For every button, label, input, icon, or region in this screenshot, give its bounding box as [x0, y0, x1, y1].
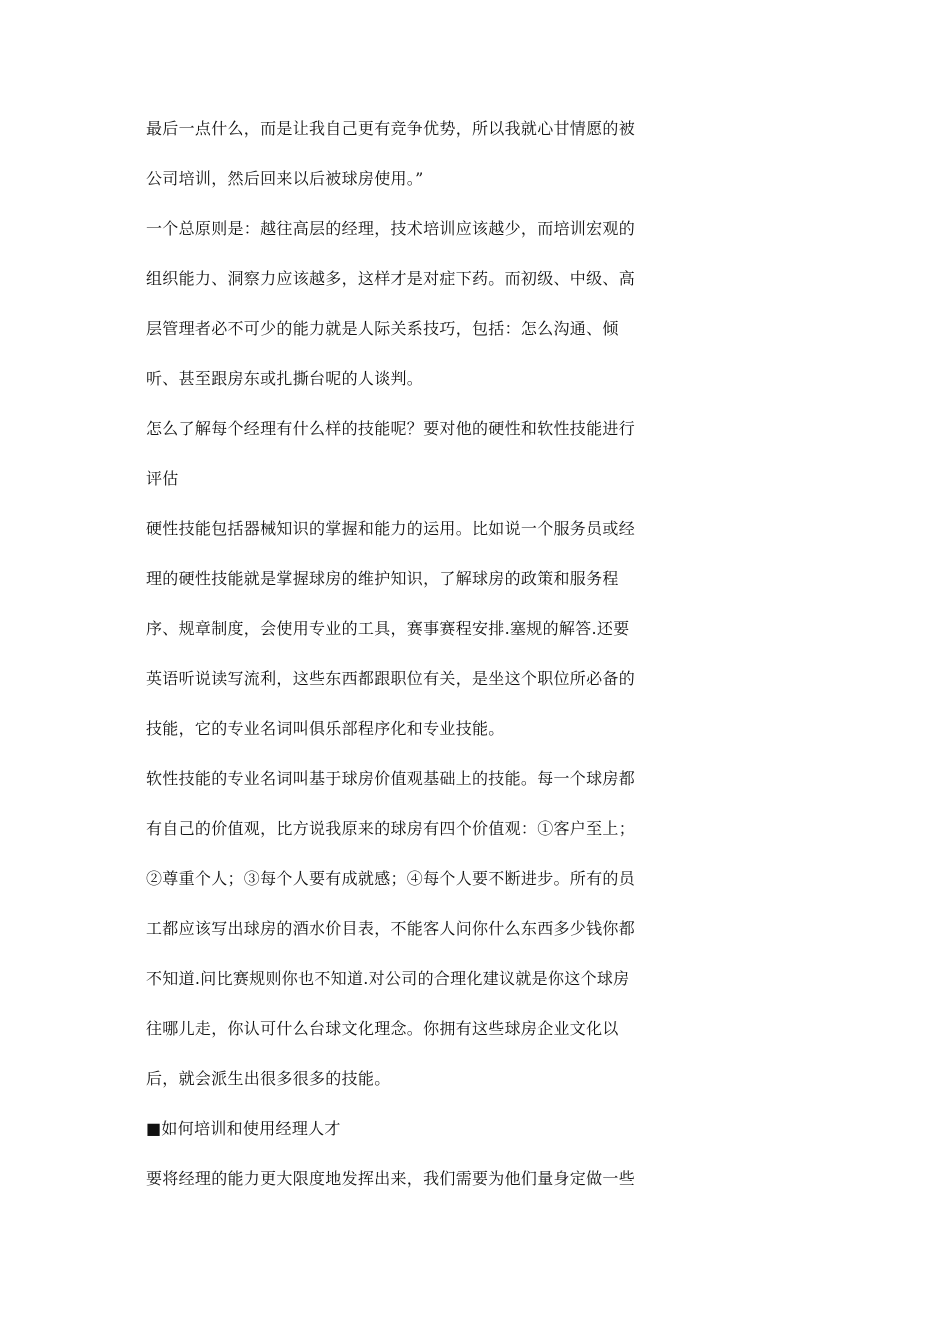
text-line: 软性技能的专业名词叫基于球房价值观基础上的技能。每一个球房都	[146, 769, 636, 788]
text-line: 一个总原则是：越往高层的经理，技术培训应该越少，而培训宏观的	[146, 219, 636, 238]
text-line: 工都应该写出球房的酒水价目表，不能客人问你什么东西多少钱你都	[146, 919, 636, 938]
text-line: 序、规章制度，会使用专业的工具，赛事赛程安排.塞规的解答.还要	[146, 619, 630, 638]
text-line: 要将经理的能力更大限度地发挥出来，我们需要为他们量身定做一些	[146, 1169, 636, 1188]
text-line: 组织能力、洞察力应该越多，这样才是对症下药。而初级、中级、高	[146, 269, 636, 288]
text-line: 最后一点什么，而是让我自己更有竞争优势，所以我就心甘情愿的被	[146, 119, 636, 138]
text-line: 后，就会派生出很多很多的技能。	[146, 1069, 391, 1088]
text-line: 有自己的价值观，比方说我原来的球房有四个价值观：①客户至上；	[146, 819, 636, 838]
text-line: 怎么了解每个经理有什么样的技能呢？要对他的硬性和软性技能进行	[146, 419, 636, 438]
text-line: 硬性技能包括器械知识的掌握和能力的运用。比如说一个服务员或经	[146, 519, 636, 538]
text-line: 往哪儿走，你认可什么台球文化理念。你拥有这些球房企业文化以	[146, 1019, 619, 1038]
text-line: 听、甚至跟房东或扎撕台呢的人谈判。	[146, 369, 424, 388]
text-line: 评估	[146, 469, 179, 488]
section-heading: ■如何培训和使用经理人才	[146, 1119, 341, 1138]
text-line: 层管理者必不可少的能力就是人际关系技巧，包括：怎么沟通、倾	[146, 319, 619, 338]
text-line: 技能，它的专业名词叫俱乐部程序化和专业技能。	[146, 719, 505, 738]
text-line: 不知道.问比赛规则你也不知道.对公司的合理化建议就是你这个球房	[146, 969, 630, 988]
text-line: ②尊重个人；③每个人要有成就感；④每个人要不断进步。所有的员	[146, 869, 636, 888]
text-line: 理的硬性技能就是掌握球房的维护知识，了解球房的政策和服务程	[146, 569, 619, 588]
text-line: 公司培训，然后回来以后被球房使用。”	[146, 169, 424, 188]
text-line: 英语听说读写流利，这些东西都跟职位有关，是坐这个职位所必备的	[146, 669, 636, 688]
